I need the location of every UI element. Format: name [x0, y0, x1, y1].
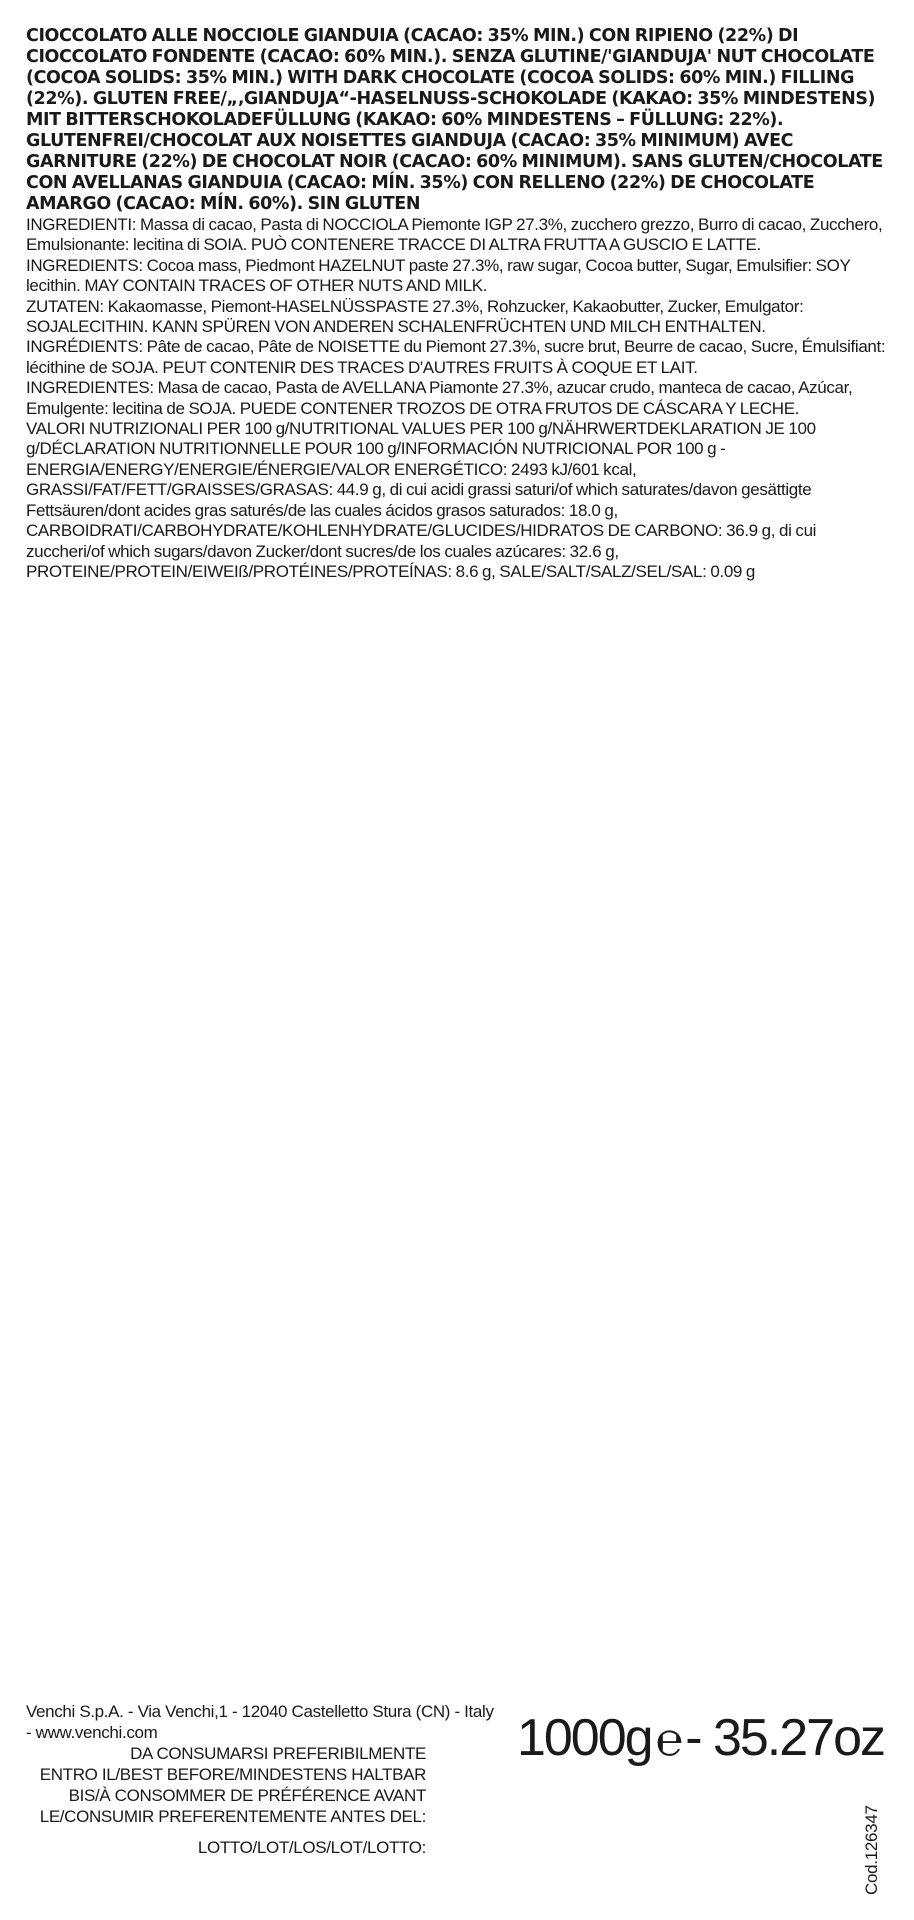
product-label: [26, 26, 892, 582]
net-weight: [517, 1708, 884, 1769]
estimated-sign-icon: ℮: [655, 1712, 682, 1766]
best-before-line-4: LE/CONSUMIR PREFERENTEMENTE ANTES DEL:: [39, 1807, 426, 1826]
ingredients-block: [26, 215, 892, 419]
best-before-line-1: DA CONSUMARSI PREFERIBILMENTE: [130, 1744, 426, 1763]
ingredients-es: INGREDIENTES: Masa de cacao, Pasta de AVELLANA Piamonte 27.3%, azucar crudo, manteca de cacao, Azúcar, Emulgente: lecitina de SOJA. PUEDE CONTENER TROZOS DE OTRA FRUTOS DE CÁSCARA Y LECHE.: [26, 378, 853, 418]
ingredients-it: INGREDIENTI: Massa di cacao, Pasta di NOCCIOLA Piemonte IGP 27.3%, zucchero grezzo, Burro di cacao, Zucchero, Emulsionante: lecitina di SOIA. PUÒ CONTENERE TRACCE DI ALTRA FRUTTA A GUSCIO E LATTE.: [26, 215, 883, 255]
nutrition-protein-salt: PROTEINE/PROTEIN/EIWEIß/PROTÉINES/PROTEÍNAS: 8.6 g, SALE/SALT/SALZ/SEL/SAL: 0.09 g: [26, 561, 756, 581]
nutrition-block: [26, 419, 892, 582]
nutrition-fat: GRASSI/FAT/FETT/GRAISSES/GRASAS: 44.9 g, di cui acidi grassi saturi/of which saturates/davon gesättigte Fettsäuren/dont acides gras saturés/de las cuales ácidos grasos saturados: 18.0 g,: [26, 480, 812, 520]
ingredients-de: ZUTATEN: Kakaomasse, Piemont-HASELNÜSSPASTE 27.3%, Rohzucker, Kakaobutter, Zucker, Emulgator: SOJALECITHIN. KANN SPÜREN VON ANDEREN SCHALENFRÜCHTEN UND MILCH ENTHALTEN.: [26, 296, 804, 337]
nutrition-header: VALORI NUTRIZIONALI PER 100 g/NUTRITIONAL VALUES PER 100 g/NÄHRWERTDEKLARATION JE 100 g/DÉCLARATION NUTRITIONNELLE POUR 100 g/INFORMACIÓN NUTRICIONAL POR 100 g -: [26, 419, 816, 459]
net-weight-metric: 1000g: [516, 1709, 652, 1767]
company-address: Venchi S.p.A. - Via Venchi,1 - 12040 Castelletto Stura (CN) - Italy - www.venchi.com: [26, 1702, 494, 1742]
lot-number-label: LOTTO/LOT/LOS/LOT/LOTTO:: [197, 1838, 426, 1857]
best-before-block: [26, 1743, 426, 1858]
nutrition-carbs: CARBOIDRATI/CARBOHYDRATE/KOHLENHYDRATE/GLUCIDES/HIDRATOS DE CARBONO: 36.9 g, di cui zuccheri/of which sugars/davon Zucker/dont sucres/de los cuales azúcares: 32.6 g,: [26, 521, 817, 561]
nutrition-energy: ENERGIA/ENERGY/ENERGIE/ÉNERGIE/VALOR ENERGÉTICO: 2493 kJ/601 kcal,: [26, 459, 637, 479]
product-code: Cod.126347: [862, 1805, 881, 1895]
product-description-heading: CIOCCOLATO ALLE NOCCIOLE GIANDUIA (CACAO: 35% MIN.) CON RIPIENO (22%) DI CIOCCOLATO FONDENTE (CACAO: 60% MIN.). SENZA GLUTINE/'GIANDUJA' NUT CHOCOLATE (COCOA SOLIDS: 35% MIN.) WITH DARK CHOCOLATE (COCOA SOLIDS: 60% MIN.) FILLING (22%). GLUTEN FREE/„‚GIANDUJA“-HASELNUSS-SCHOKOLADE (KAKAO: 35% MINDESTENS) MIT BITTERSCHOKOLADEFÜLLUNG (KAKAO: 60% MINDESTENS – FÜLLUNG: 22%). GLUTENFREI/CHOCOLAT AUX NOISETTES GIANDUJA (CACAO: 35% MINIMUM) AVEC GARNITURE (22%) DE CHOCOLAT NOIR (CACAO: 60% MINIMUM). SANS GLUTEN/CHOCOLATE CON AVELLANAS GIANDUIA (CACAO: MÍN. 35%) CON RELLENO (22%) DE CHOCOLATE AMARGO (CACAO: MÍN. 60%). SIN GLUTEN: [26, 26, 883, 214]
best-before-line-2: ENTRO IL/BEST BEFORE/MINDESTENS HALTBAR: [39, 1765, 426, 1784]
ingredients-fr: INGRÉDIENTS: Pâte de cacao, Pâte de NOISETTE du Piemont 27.3%, sucre brut, Beurre de cacao, Sucre, Émulsifiant: lécithine de SOJA. PEUT CONTENIR DES TRACES D'AUTRES FRUITS À COQUE ET LAIT.: [26, 337, 886, 377]
ingredients-en: INGREDIENTS: Cocoa mass, Piedmont HAZELNUT paste 27.3%, raw sugar, Cocoa butter, Sugar, Emulsifier: SOY lecithin. MAY CONTAIN TRACES OF OTHER NUTS AND MILK.: [26, 255, 851, 296]
net-weight-imperial: - 35.27oz: [685, 1709, 884, 1767]
best-before-line-3: BIS/À CONSOMMER DE PRÉFÉRENCE AVANT: [68, 1786, 426, 1805]
